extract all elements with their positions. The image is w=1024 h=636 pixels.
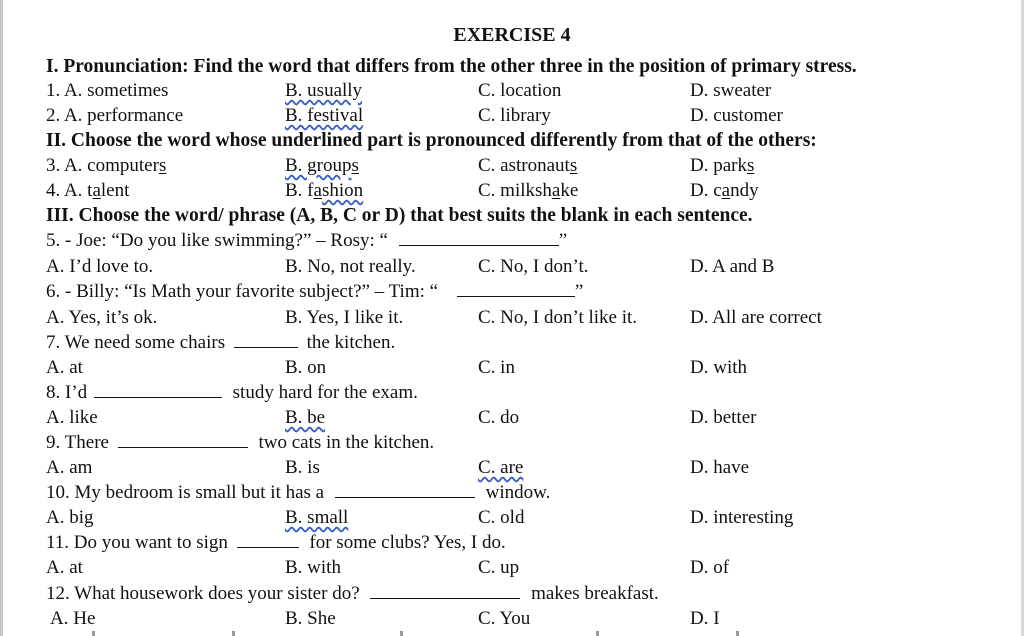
q4-d-underlined: a — [721, 180, 731, 201]
q12-option-c[interactable]: C. You — [478, 608, 531, 629]
q4-option-a[interactable] — [46, 179, 129, 203]
q5-option-d[interactable]: D. A and B — [690, 256, 775, 277]
q5-stem-end: ” — [558, 230, 568, 251]
q3-option-a[interactable] — [46, 154, 166, 178]
q11-blank[interactable] — [237, 531, 299, 548]
q4-option-b[interactable] — [285, 179, 363, 203]
q2-option-c[interactable]: C. library — [478, 105, 551, 126]
q5-option-c[interactable]: C. No, I don’t. — [478, 256, 589, 277]
cutoff-text-fragment — [232, 631, 235, 636]
question-10-stem — [46, 481, 550, 505]
page-edge-left — [0, 0, 3, 636]
question-11-stem — [46, 531, 506, 555]
question-8-stem — [46, 381, 418, 405]
q6-option-a[interactable]: A. Yes, it’s ok. — [46, 307, 158, 328]
q12-stem-end: makes breakfast. — [531, 583, 659, 604]
section-1-heading: I. Pronunciation: Find the word that differs from the other three in the position of primary stress. — [46, 56, 857, 77]
q9-option-b[interactable]: B. is — [285, 457, 320, 478]
q4-b-pre: B. f — [285, 180, 314, 201]
question-5-stem — [46, 229, 567, 253]
q8-option-b[interactable]: B. be — [285, 407, 326, 428]
q3-c-underlined: s — [569, 155, 578, 176]
q11-option-c[interactable]: C. up — [478, 557, 520, 578]
q11-option-b[interactable]: B. with — [285, 557, 341, 578]
q8-option-d[interactable]: D. better — [690, 407, 757, 428]
q6-option-d[interactable]: D. All are correct — [690, 307, 822, 328]
q7-option-c[interactable]: C. in — [478, 357, 515, 378]
q4-b-post: shion — [321, 180, 364, 201]
q8-blank[interactable] — [94, 381, 222, 398]
q4-a-underlined: a — [92, 180, 101, 201]
cutoff-text-fragment — [596, 631, 599, 636]
cutoff-text-fragment — [400, 631, 403, 636]
q1-option-a[interactable]: 1. A. sometimes — [46, 80, 169, 101]
q12-option-b[interactable]: B. She — [285, 608, 336, 629]
q3-b-underlined: s — [351, 155, 359, 176]
q11-stem-end: for some clubs? Yes, I do. — [309, 532, 506, 553]
q4-a-pre: 4. A. t — [46, 180, 93, 201]
q2-option-d[interactable]: D. customer — [690, 105, 783, 126]
q4-c-underlined: a — [551, 180, 561, 201]
q9-option-a[interactable]: A. am — [46, 457, 93, 478]
q9-stem-end: two cats in the kitchen. — [258, 432, 435, 453]
q11-option-a[interactable]: A. at — [46, 557, 83, 578]
q9-blank[interactable] — [118, 431, 248, 448]
q12-blank[interactable] — [370, 582, 520, 599]
q5-stem-text: 5. - Joe: “Do you like swimming?” – Rosy: “ — [46, 230, 388, 251]
q4-c-post: ke — [560, 180, 579, 201]
q3-a-text: 3. A. computer — [46, 155, 159, 176]
q6-stem-end: ” — [574, 281, 584, 302]
q4-d-pre: D. c — [690, 180, 722, 201]
q10-option-c[interactable]: C. old — [478, 507, 525, 528]
q3-a-underlined: s — [158, 155, 167, 176]
q1-option-d[interactable]: D. sweater — [690, 80, 772, 101]
q3-option-c[interactable] — [478, 154, 577, 178]
q12-option-d[interactable]: D. I — [690, 608, 720, 629]
q7-stem-text: 7. We need some chairs — [46, 332, 226, 353]
q12-option-a[interactable]: A. He — [50, 608, 96, 629]
q1-option-b[interactable]: B. usually — [285, 80, 363, 101]
q3-d-text: D. park — [690, 155, 747, 176]
q8-option-a[interactable]: A. like — [46, 407, 98, 428]
q10-blank[interactable] — [335, 481, 475, 498]
q3-c-text: C. astronaut — [478, 155, 570, 176]
q5-option-b[interactable]: B. No, not really. — [285, 256, 416, 277]
q10-option-d[interactable]: D. interesting — [690, 507, 794, 528]
q7-option-b[interactable]: B. on — [285, 357, 327, 378]
q1-option-c[interactable]: C. location — [478, 80, 562, 101]
q10-option-a[interactable]: A. big — [46, 507, 94, 528]
q6-stem-text: 6. - Billy: “Is Math your favorite subject?” – Tim: “ — [46, 281, 439, 302]
cutoff-text-fragment — [92, 631, 95, 636]
q11-option-d[interactable]: D. of — [690, 557, 730, 578]
q8-stem-text: 8. I’d — [46, 382, 88, 403]
q2-option-b[interactable]: B. festival — [285, 105, 364, 126]
q7-stem-end: the kitchen. — [306, 332, 396, 353]
q12-stem-text: 12. What housework does your sister do? — [46, 583, 360, 604]
q7-option-a[interactable]: A. at — [46, 357, 83, 378]
q11-stem-text: 11. Do you want to sign — [46, 532, 228, 553]
question-7-stem — [46, 331, 395, 355]
q4-a-post: lent — [100, 180, 130, 201]
q9-option-d[interactable]: D. have — [690, 457, 750, 478]
question-6-stem — [46, 280, 583, 304]
q5-option-a[interactable]: A. I’d love to. — [46, 256, 154, 277]
question-9-stem — [46, 431, 434, 455]
q5-blank[interactable] — [399, 229, 559, 246]
q4-option-c[interactable] — [478, 179, 578, 203]
q9-stem-text: 9. There — [46, 432, 109, 453]
q4-c-pre: C. milksh — [478, 180, 552, 201]
q3-b-text: B. group — [285, 155, 352, 176]
q9-option-c[interactable]: C. are — [478, 457, 524, 478]
q10-option-b[interactable]: B. small — [285, 507, 349, 528]
q4-b-underlined: a — [313, 180, 322, 201]
q7-option-d[interactable]: D. with — [690, 357, 747, 378]
q7-blank[interactable] — [234, 331, 298, 348]
q3-option-d[interactable] — [690, 154, 754, 178]
q3-d-underlined: s — [746, 155, 755, 176]
q8-stem-end: study hard for the exam. — [232, 382, 418, 403]
question-12-stem — [46, 582, 659, 606]
q6-option-b[interactable]: B. Yes, I like it. — [285, 307, 404, 328]
q2-option-a[interactable]: 2. A. performance — [46, 105, 184, 126]
q10-stem-end: window. — [485, 482, 551, 503]
exercise-title: EXERCISE 4 — [453, 24, 571, 46]
section-3-heading: III. Choose the word/ phrase (A, B, C or D) that best suits the blank in each sentence. — [46, 205, 753, 226]
q8-option-c[interactable]: C. do — [478, 407, 520, 428]
q6-blank[interactable] — [457, 280, 575, 297]
q4-d-post: ndy — [730, 180, 759, 201]
q4-option-d[interactable] — [690, 179, 759, 203]
section-2-heading: II. Choose the word whose underlined part is pronounced differently from that of the others: — [46, 130, 817, 151]
q6-option-c[interactable]: C. No, I don’t like it. — [478, 307, 638, 328]
q3-option-b[interactable] — [285, 154, 359, 178]
q10-stem-text: 10. My bedroom is small but it has a — [46, 482, 325, 503]
cutoff-text-fragment — [736, 631, 739, 636]
